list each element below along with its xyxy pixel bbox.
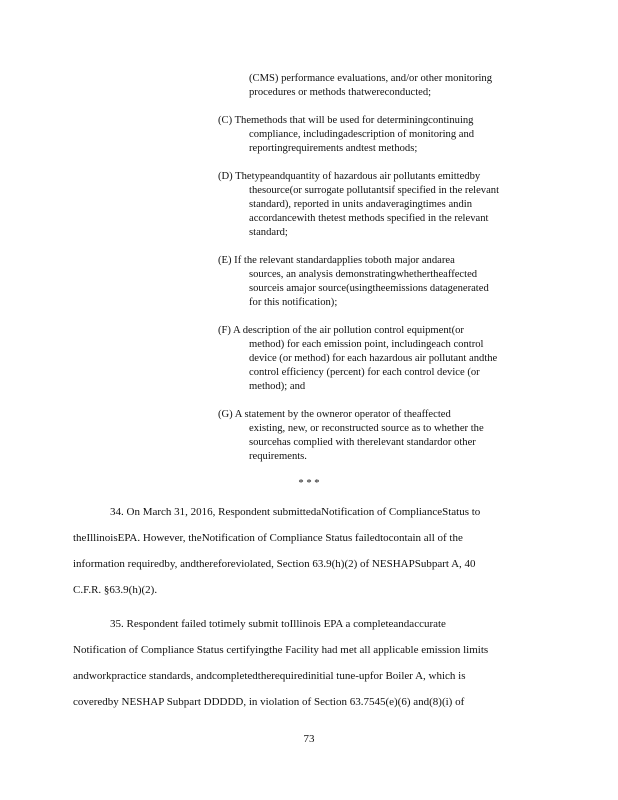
text-line: device (or method) for each hazardous air pollutant andthe [249, 353, 498, 364]
text-line: 34. On March 31, 2016, Respondent submittedaNotification of ComplianceStatus to [110, 506, 481, 518]
item-line-lead: (C) Themethods that will be used for determiningcontinuing [218, 115, 474, 126]
text-line: method) for each emission point, includingeach control [249, 339, 484, 350]
text-line: accordancewith thetest methods specified in the relevant [249, 213, 489, 224]
item-c [218, 114, 503, 156]
item-d [218, 170, 525, 240]
item-e [218, 254, 509, 310]
text-line: compliance, includingadescription of monitoring and [249, 129, 475, 140]
text-line: procedures or methods thatwereconducted; [249, 87, 432, 98]
text-line: for this notification); [249, 297, 338, 308]
text-line: standard), reported in units andaveragingtimes andin [249, 199, 472, 210]
text-line: andworkpractice standards, andcompletedtherequiredinitial tune-upfor Boiler A, which is [73, 670, 466, 682]
text-line: thesource(or surrogate pollutantsif specified in the relevant [249, 185, 500, 196]
text-line: method); and [249, 381, 306, 392]
text-line: control efficiency (percent) for each control device (or [249, 367, 480, 378]
text-line: reportingrequirements andtest methods; [249, 143, 418, 154]
text-line: information requiredby, andthereforeviolated, Section 63.9(h)(2) of NESHAPSubpart A, 40 [73, 558, 476, 570]
text-line: coveredby NESHAP Subpart DDDDD, in violation of Section 63.7545(e)(6) and(8)(i) of [73, 696, 465, 708]
item-line-lead: (D) Thetypeandquantity of hazardous air pollutants emittedby [218, 171, 481, 182]
section-separator: * * * [298, 478, 320, 489]
text-line: C.F.R. §63.9(h)(2). [73, 584, 158, 596]
text-line: existing, new, or reconstructed source as to whether the [249, 423, 484, 434]
text-line: theIllinoisEPA. However, theNotification of Compliance Status failedtocontain all of the [73, 532, 463, 544]
text-line: 35. Respondent failed totimely submit toIllinois EPA a completeandaccurate [110, 618, 446, 630]
item-line-lead: (E) If the relevant standardapplies toboth major andarea [218, 255, 455, 266]
text-line: Notification of Compliance Status certifyingthe Facility had met all applicable emission limits [73, 644, 489, 656]
item-line-lead: (F) A description of the air pollution control equipment(or [218, 325, 464, 336]
text-line: sources, an analysis demonstratingwhethertheaffected [249, 269, 478, 280]
item-cms-continuation [249, 72, 517, 100]
text-line: sourceis amajor source(usingtheemissions datagenerated [249, 283, 489, 294]
page-number: 73 [303, 733, 315, 745]
text-line: standard; [249, 227, 288, 238]
paragraph-34 [73, 499, 543, 603]
item-f [218, 324, 527, 394]
item-g [218, 408, 515, 464]
text-line: requirements. [249, 451, 307, 462]
text-line: (CMS) performance evaluations, and/or other monitoring [249, 73, 493, 84]
text-line: sourcehas complied with therelevant standardor other [249, 437, 476, 448]
paragraph-35 [73, 611, 543, 715]
item-line-lead: (G) A statement by the owneror operator of theaffected [218, 409, 451, 420]
